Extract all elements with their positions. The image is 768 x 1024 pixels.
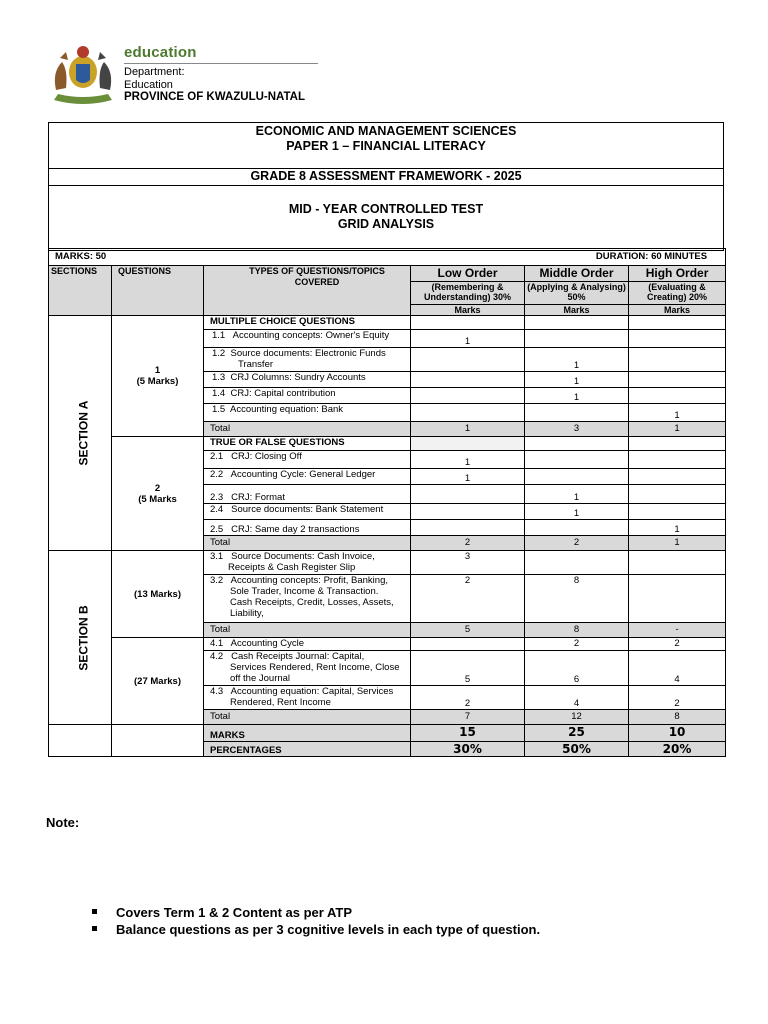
cell-high <box>629 372 726 388</box>
cell-high <box>629 551 726 575</box>
total-low: 7 <box>411 710 525 725</box>
row-num: 1.5 <box>212 404 226 415</box>
paper-line: PAPER 1 – FINANCIAL LITERACY <box>286 139 486 153</box>
row-topic-cont: Cash Receipts, Credit, Losses, Assets, <box>230 597 394 608</box>
q2-marks: (5 Marks <box>138 493 177 505</box>
col-middle-sub: (Applying & Analysing) 50% <box>525 282 629 305</box>
section-a <box>49 316 112 551</box>
logo-education2-text: Education <box>124 79 173 91</box>
q2-cell <box>112 437 204 551</box>
row-topic: Source documents: Bank Statement <box>231 504 384 515</box>
cell-low: 2 <box>411 575 525 623</box>
cell-mid <box>525 330 629 348</box>
row-num: 1.1 <box>212 330 226 341</box>
total-low: 1 <box>411 422 525 437</box>
marks-duration-bar <box>49 249 726 266</box>
cell-low: 5 <box>411 651 525 686</box>
cell-low <box>411 520 525 536</box>
header-frame <box>48 122 724 251</box>
row-num: 3.1 <box>210 551 224 562</box>
q4-cell: (27 Marks) <box>112 638 204 725</box>
cell-low <box>411 485 525 504</box>
q1-cell <box>112 316 204 437</box>
row-topic-cont: Receipts & Cash Register Slip <box>228 562 356 573</box>
row-topic: Cash Receipts Journal: Capital, <box>231 651 365 662</box>
row-num: 4.3 <box>210 686 224 697</box>
cell-mid: 1 <box>525 504 629 520</box>
section-a-label: SECTION A <box>76 400 91 466</box>
total-low: 2 <box>411 536 525 551</box>
q1-heading-row <box>49 316 726 330</box>
framework-title: GRADE 8 ASSESSMENT FRAMEWORK - 2025 <box>49 169 723 186</box>
cell-mid: 1 <box>525 348 629 372</box>
cell-high <box>629 469 726 485</box>
cell-low <box>411 404 525 422</box>
row-topic: Accounting equation: Bank <box>229 404 344 415</box>
row-num: 2.4 <box>210 504 224 515</box>
cell-high <box>629 575 726 623</box>
row-topic: CRJ Columns: Sundry Accounts <box>230 372 366 383</box>
col-low: Low Order <box>411 266 525 282</box>
q2-heading: TRUE OR FALSE QUESTIONS <box>204 437 411 451</box>
table-row <box>49 551 726 575</box>
section-b <box>49 551 112 725</box>
total-label: Total <box>204 422 411 437</box>
list-item: Covers Term 1 & 2 Content as per ATP <box>92 904 540 921</box>
header-row <box>49 266 726 282</box>
total-mid: 8 <box>525 623 629 638</box>
row-topic-cont: Rendered, Rent Income <box>230 697 331 708</box>
row-topic: Accounting Cycle <box>230 638 305 649</box>
row-topic: CRJ: Capital contribution <box>230 388 336 399</box>
row-topic: CRJ: Format <box>231 492 285 503</box>
col-sections: SECTIONS <box>49 266 112 316</box>
total-label: Total <box>204 710 411 725</box>
total-low: 5 <box>411 623 525 638</box>
row-topic: Accounting concepts: Profit, Banking, <box>230 575 388 586</box>
cell-high <box>629 485 726 504</box>
cell-low: 3 <box>411 551 525 575</box>
coat-of-arms-icon <box>46 42 120 106</box>
col-high: High Order <box>629 266 726 282</box>
cell-mid <box>525 520 629 536</box>
cell-mid: 1 <box>525 485 629 504</box>
summary-pct-high: 20% <box>629 742 726 757</box>
cell-low <box>411 638 525 651</box>
row-num: 4.2 <box>210 651 224 662</box>
row-topic-cont: off the Journal <box>230 673 291 684</box>
q1-number: 1 <box>154 365 161 376</box>
row-topic: Accounting Cycle: General Ledger <box>230 469 376 480</box>
cell-mid: 4 <box>525 686 629 710</box>
cell-high <box>629 330 726 348</box>
section-b-label: SECTION B <box>76 604 91 671</box>
row-topic-cont: Liability, <box>230 608 264 619</box>
cell-mid: 2 <box>525 638 629 651</box>
duration: DURATION: 60 MINUTES <box>411 249 726 266</box>
logo-department-text: Department: <box>124 66 185 78</box>
row-topic: CRJ: Same day 2 transactions <box>231 524 360 535</box>
row-topic-cont: Transfer <box>238 359 274 370</box>
q1-heading: MULTIPLE CHOICE QUESTIONS <box>204 316 411 330</box>
row-topic-cont: Services Rendered, Rent Income, Close <box>230 662 400 673</box>
row-topic-cont: Sole Trader, Income & Transaction. <box>230 586 379 597</box>
total-high: 1 <box>629 536 726 551</box>
row-topic: Source documents: Electronic Funds <box>230 348 386 359</box>
cell-high: 4 <box>629 651 726 686</box>
cell-high: 2 <box>629 686 726 710</box>
cell-low <box>411 388 525 404</box>
total-mid: 12 <box>525 710 629 725</box>
cell-low: 1 <box>411 451 525 469</box>
cell-low <box>411 372 525 388</box>
cell-mid: 6 <box>525 651 629 686</box>
cell-mid <box>525 404 629 422</box>
note-label: Note: <box>46 815 80 830</box>
col-questions: QUESTIONS <box>112 266 204 316</box>
empty-cell <box>49 725 112 757</box>
col-low-sub: (Remembering & Understanding) 30% <box>411 282 525 305</box>
row-topic: Source Documents: Cash Invoice, <box>231 551 375 562</box>
cell-high: 1 <box>629 520 726 536</box>
logo-education-text: education <box>124 44 197 61</box>
marks-total: MARKS: 50 <box>49 249 411 266</box>
q1-marks: (5 Marks) <box>136 376 179 387</box>
summary-marks-label: MARKS <box>204 725 411 742</box>
list-item: Balance questions as per 3 cognitive levels in each type of question. <box>92 921 540 938</box>
total-high: 1 <box>629 422 726 437</box>
cell-high: 2 <box>629 638 726 651</box>
row-num: 1.4 <box>212 388 226 399</box>
department-logo <box>46 42 322 108</box>
grid-analysis-table <box>48 248 726 757</box>
table-row <box>49 638 726 651</box>
cell-low <box>411 504 525 520</box>
row-topic: CRJ: Closing Off <box>231 451 302 462</box>
row-num: 2.2 <box>210 469 224 480</box>
row-num: 4.1 <box>210 638 224 649</box>
cell-mid <box>525 469 629 485</box>
col-high-sub: (Evaluating & Creating) 20% <box>629 282 726 305</box>
cell-high <box>629 451 726 469</box>
row-num: 1.2 <box>212 348 226 359</box>
total-label: Total <box>204 536 411 551</box>
subject-line: ECONOMIC AND MANAGEMENT SCIENCES <box>255 124 517 138</box>
q3-cell: (13 Marks) <box>112 551 204 638</box>
cell-high <box>629 504 726 520</box>
empty-cell <box>112 725 204 757</box>
total-mid: 2 <box>525 536 629 551</box>
col-middle-marks: Marks <box>525 305 629 316</box>
total-label: Total <box>204 623 411 638</box>
grid-line: GRID ANALYSIS <box>337 217 435 231</box>
cell-mid: 8 <box>525 575 629 623</box>
logo-divider <box>124 63 318 64</box>
row-num: 2.5 <box>210 524 224 535</box>
q2-heading-row <box>49 437 726 451</box>
q2-number: 2 <box>154 482 161 494</box>
cell-mid <box>525 451 629 469</box>
col-middle: Middle Order <box>525 266 629 282</box>
col-types: TYPES OF QUESTIONS/TOPICS COVERED <box>204 266 411 316</box>
cell-low: 1 <box>411 469 525 485</box>
col-high-marks: Marks <box>629 305 726 316</box>
cell-low: 2 <box>411 686 525 710</box>
summary-marks-row <box>49 725 726 742</box>
summary-marks-low: 15 <box>411 725 525 742</box>
summary-pct-low: 30% <box>411 742 525 757</box>
summary-marks-mid: 25 <box>525 725 629 742</box>
cell-mid: 1 <box>525 388 629 404</box>
summary-pct-mid: 50% <box>525 742 629 757</box>
test-line: MID - YEAR CONTROLLED TEST <box>288 202 484 216</box>
total-high: 8 <box>629 710 726 725</box>
logo-province-text: PROVINCE OF KWAZULU-NATAL <box>124 91 306 103</box>
cell-high <box>629 348 726 372</box>
row-topic: Accounting equation: Capital, Services <box>230 686 394 697</box>
note-bullets <box>92 904 540 938</box>
cell-low: 1 <box>411 330 525 348</box>
summary-marks-high: 10 <box>629 725 726 742</box>
cell-mid: 1 <box>525 372 629 388</box>
total-high: - <box>629 623 726 638</box>
row-num: 1.3 <box>212 372 226 383</box>
summary-pct-label: PERCENTAGES <box>204 742 411 757</box>
test-title <box>49 186 723 250</box>
row-num: 3.2 <box>210 575 224 586</box>
cell-mid <box>525 551 629 575</box>
cell-low <box>411 348 525 372</box>
cell-high: 1 <box>629 404 726 422</box>
row-num: 2.3 <box>210 492 224 503</box>
col-low-marks: Marks <box>411 305 525 316</box>
cell-high <box>629 388 726 404</box>
row-num: 2.1 <box>210 451 224 462</box>
subject-title <box>49 123 723 169</box>
row-topic: Accounting concepts: Owner's Equity <box>232 330 390 341</box>
total-mid: 3 <box>525 422 629 437</box>
